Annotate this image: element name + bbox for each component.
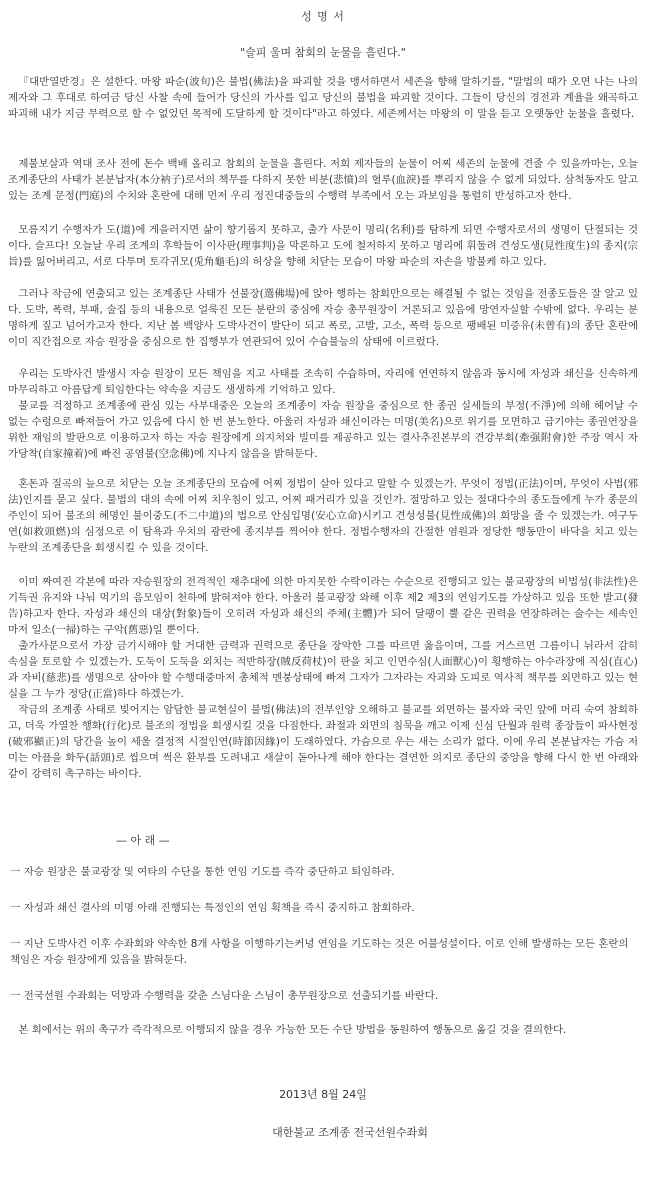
paragraph-dharma: 혼돈과 질곡의 늪으로 치닫는 오늘 조계종단의 모습에 어찌 정법이 살아 있다고 말할 수 있겠는가. 무엇이 정법(正法)이며, 무엇이 사법(邪法)인지를 묻고 싶다. 불법의 대의 속에 어찌 치우침이 있고, 어찌 패거리가 있을 것인가. 절망하고 있는 절대다수의 종도들에게 누가 종문의 주인이 되어 불조의 혜명인 불이중도(不二中道)의 법으로 안심입명(安心立命)시키고 견성성불(見性成佛)의 희망을 줄 수 있겠는가. 여구두연(如救頭燃)의 심정으로 이 탐욕과 우치의 광란에 종지부를 찍어야 한다. 정법수행자의 간절한 염원과 정당한 행동만이 바닥을 치고 있는 누란의 조계종단을 회생시킬 수 있을 것이다. <box>8 478 638 554</box>
demand-item: 一 자성과 쇄신 결사의 미명 아래 진행되는 특정인의 연임 획책을 즉시 중지하고 참회하라. <box>10 902 415 914</box>
document-subtitle: "슬피 울며 참회의 눈물을 흘린다." <box>240 46 406 59</box>
paragraph-intro: 『대반열반경』은 설한다. 마왕 파순(波旬)은 불법(佛法)을 파괴할 것을 맹서하면서 세존을 향해 말하기를, "말법의 때가 오면 나는 나의 제자와 그 후대로 하여금 당신 사찰 속에 들어가 당신의 가사를 입고 당신의 불법을 파괴할 것이다. 그들이 당신의 경전과 계율을 왜곡하고 파괴해 내가 지금 무력으로 할 수 없었던 목적에 도달하게 할 것이다"라고 하였다. 세존께서는 마왕의 이 말을 듣고 오랫동안 눈물을 흘렸다. <box>8 76 638 120</box>
document-date: 2013년 8월 24일 <box>279 1088 367 1101</box>
signature: 대한불교 조계종 전국선원수좌회 <box>272 1126 428 1139</box>
document-title: 성 명 서 <box>301 10 345 23</box>
paragraph-resolution: 작금의 조계종 사태로 빚어지는 암담한 불교현실이 불법(佛法)의 전부인양 오해하고 불교를 외면하는 불자와 국민 앞에 머리 숙여 참회하고, 더욱 가열찬 행화(行化)로 불조의 정법을 회생시킬 것을 다짐한다. 좌절과 외면의 침묵을 깨고 이제 신심 단월과 원력 종장들이 파사현정(破邪顯正)의 당간을 높이 세울 결정적 시절인연(時節因緣)이 도래하였다. 가슴으로 우는 새는 소리가 없다. 이에 우리 본분납자는 가슴 저미는 아픔을 화두(話頭)로 씹으며 썩은 환부를 도려내고 새살이 돋아나게 해야 한다는 결연한 의지로 종단의 중앙을 향해 다시 한 번 아래와 같이 강력히 촉구하는 바이다. <box>8 704 638 780</box>
paragraph-crisis: 그러나 작금에 연출되고 있는 조계종단 사태가 선불장(選佛場)에 앉아 행하는 참회만으로는 해결될 수 없는 것임을 전종도들은 잘 알고 있다. 도박, 폭력, 부패, 술집 등의 내용으로 얼룩진 모든 분란의 중심에 자승 총무원장이 거론되고 있음에 망연자실할 수밖에 없다. 우리는 분명하게 짚고 넘어가고자 한다. 지난 봄 백양사 도박사건이 발단이 되고 폭로, 고발, 고소, 폭력 등으로 팽배된 미증유(未曾有)의 종단 혼란에 이미 직간접으로 자승 원장을 중심으로 한 집행부가 연관되어 있어 수습불능의 상태에 이르렀다. <box>8 288 638 348</box>
paragraph-criticism: 불교를 걱정하고 조계종에 관심 있는 사부대중은 오늘의 조계종이 자승 원장을 중심으로 한 종권 실세들의 부정(不淨)에 의해 헤어날 수 없는 수렁으로 빠져들어 가고 있음에 다시 한 번 분노한다. 아울러 자성과 쇄신이라는 미명(美名)으로 위기를 모면하고 급기야는 종권연장을 위한 재임의 발판으로 이용하고자 하는 자승 원장에게 의지처와 빌미를 제공하고 있는 결사추진본부의 견강부회(牽强附會)한 주장 역시 자가당착(自家撞着)에 빠진 공염불(空念佛)에 지나지 않음을 밝혀둔다. <box>8 400 638 460</box>
demands-heading: — 아 래 — <box>116 834 170 847</box>
paragraph-promise: 우리는 도박사건 발생시 자승 원장이 모든 책임을 지고 사태를 조속히 수습하며, 자리에 연연하지 않음과 동시에 자성과 쇄신을 신속하게 마무리하고 아름답게 퇴임한다는 약속을 지금도 생생하게 기억하고 있다. <box>8 368 638 396</box>
demand-item: 一 자승 원장은 불교광장 및 여타의 수단을 통한 연임 기도를 즉각 중단하고 퇴임하라. <box>10 866 395 878</box>
demand-item: 一 지난 도박사건 이후 수좌회와 약속한 8개 사항을 이행하기는커녕 연임을 기도하는 것은 어불성설이다. 이로 인해 발생하는 모든 혼란의 책임은 자승 원장에게 있음을 밝혀둔다. <box>10 938 629 966</box>
closing-statement: 본 회에서는 위의 촉구가 즉각적으로 이행되지 않을 경우 가능한 모든 수단 방법을 동원하여 행동으로 옮길 것을 결의한다. <box>18 1024 567 1036</box>
paragraph-power: 출가사문으로서 가장 금기시해야 할 거대한 금력과 권력으로 종단을 장악한 그를 따르면 옳음이며, 그를 거스르면 그름이니 뉘라서 감히 속심을 토로할 수 있겠는가. 도둑이 도둑을 외치는 적반하장(賊反荷杖)이 판을 치고 인면수심(人面獸心)이 횡행하는 아수라장에 직심(直心)과 자비(慈悲)를 생명으로 삼아야 할 수행대중마저 총체적 멘붕상태에 빠져 그자가 그자라는 자괴와 도피로 역사적 책무를 외면하고 있는 현실을 그 누가 정당(正當)하다 하겠는가. <box>8 640 638 700</box>
paragraph-illegitimacy: 이미 짜여진 각본에 따라 자승원장의 전격적인 재추대에 의한 마지못한 수락이라는 수순으로 진행되고 있는 불교광장의 비법성(非法性)은 기득권 유지와 나눠 먹기의 음모임이 천하에 밝혀져야 한다. 아울러 불교광장 와해 이후 제2 제3의 연임기도를 가상하고 있음 또한 발고(發告)하고자 한다. 자성과 쇄신의 대상(對象)들이 오히려 자성과 쇄신의 주체(主體)가 되어 달팽이 뿔 같은 권력을 연장하려는 술수는 세속인마저 일소(一掃)하는 구악(舊惡)일 뿐이다. <box>8 576 638 636</box>
paragraph-repentance: 제불보살과 역대 조사 전에 돈수 백배 올리고 참회의 눈물을 흘린다. 저희 제자들의 눈물이 어찌 세존의 눈물에 견줄 수 있을까마는, 오늘 조계종단의 사태가 본분납자(本分衲子)로서의 책무를 다하지 못한 비분(悲憤)의 혈루(血淚)를 뿌리지 않을 수 없게 되었다. 삼척동자도 알고 있는 조계 문정(門庭)의 수치와 혼란에 대해 먼저 우리 정진대중들의 수행력 부족에서 오는 과보임을 통렬히 반성하고자 한다. <box>8 158 638 202</box>
demand-item: 一 전국선원 수좌회는 덕망과 수행력을 갖춘 스님다운 스님이 총무원장으로 선출되기를 바란다. <box>10 990 439 1002</box>
paragraph-lament: 모름지기 수행자가 도(道)에 게을러지면 삶이 향기롭지 못하고, 출가 사문이 명리(名利)를 탐하게 되면 수행자로서의 생명이 단절되는 것이다. 슬프다! 오늘날 우리 조계의 후학들이 이사판(理事判)을 막론하고 도에 철저하지 못하고 명리에 휘둘려 견성도생(見性度生)의 종지(宗旨)를 잃어버리고, 서로 다투며 토각귀모(兎角龜毛)의 허상을 향해 치닫는 모습이 마왕 파순의 자손을 방불케 하고 있다. <box>8 224 638 268</box>
